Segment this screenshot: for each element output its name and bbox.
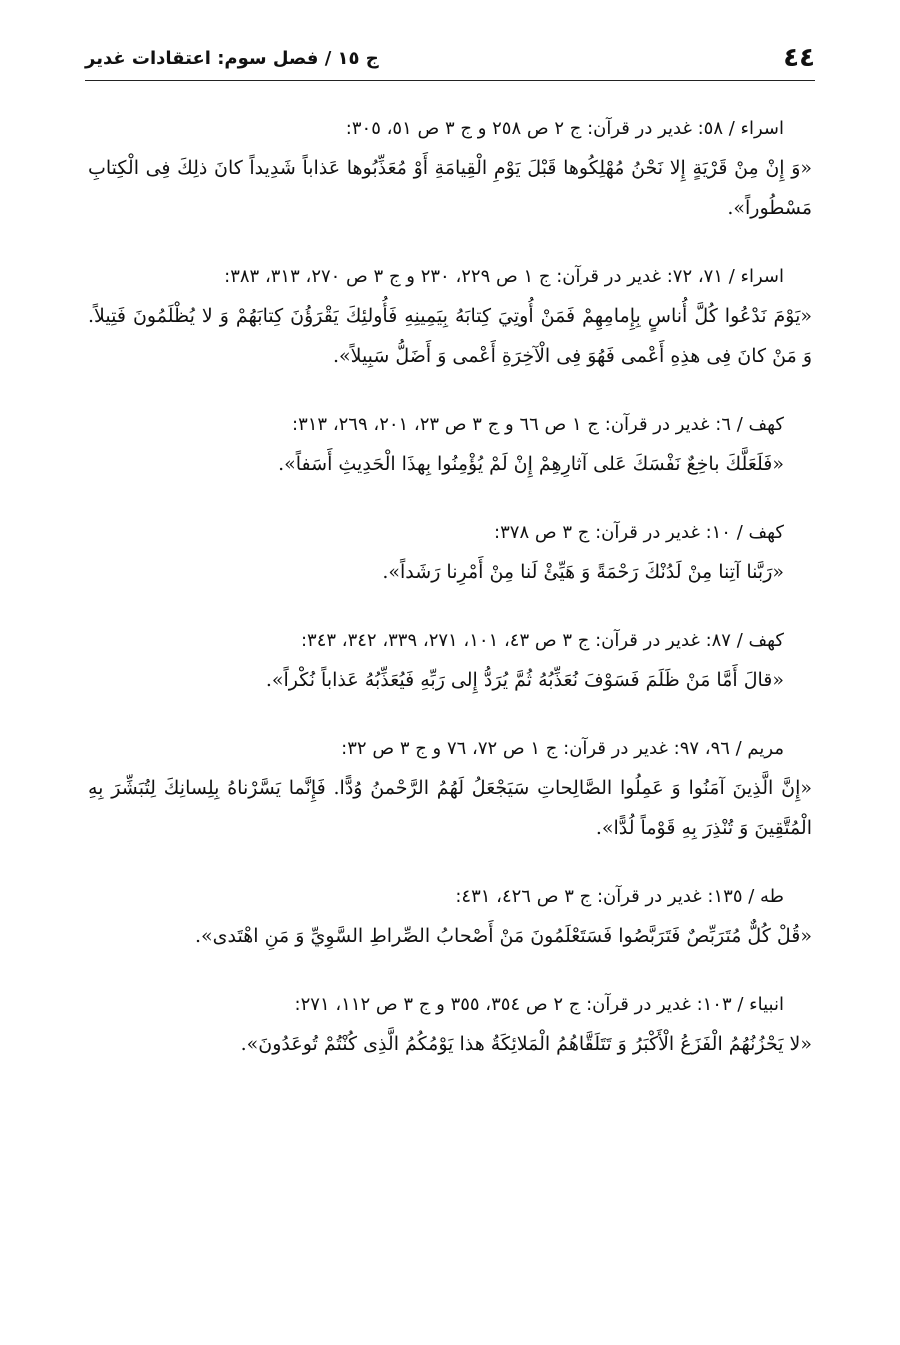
verse-entry [88, 878, 812, 956]
verse-reference: کهف / ٨٧: غدیر در قرآن: ج ٣ ص ٤٣، ١٠١، ٢٧١، ٣٣٩، ٣٤٢، ٣٤٣: [300, 630, 784, 651]
verse-entry [88, 730, 812, 848]
verse-entry [88, 110, 812, 228]
verse-text: «قالَ أَمَّا مَنْ ظَلَمَ فَسَوْفَ نُعَذِّبُهُ ثُمَّ يُرَدُّ إِلى رَبِّهِ فَيُعَذِّبُهُ عَذاباً نُكْراً». [265, 669, 784, 691]
verse-text: «فَلَعَلَّكَ باخِعٌ نَفْسَكَ عَلى آثارِهِمْ إِنْ لَمْ يُؤْمِنُوا بِهذَا الْحَدِيثِ أَسَفاً». [278, 453, 784, 475]
verse-text: «لا يَحْزُنُهُمُ الْفَزَعُ الْأَكْبَرُ وَ تَتَلَقَّاهُمُ الْمَلائِكَةُ هذا يَوْمُكُمُ الَّذِى كُنْتُمْ تُوعَدُونَ». [240, 1033, 812, 1055]
verse-entry [88, 986, 812, 1064]
verse-reference: کهف / ٦: غدیر در قرآن: ج ١ ص ٦٦ و ج ٣ ص ٢٣، ٢٠١، ٢٦٩، ٣١٣: [292, 414, 784, 435]
verse-text: «يَوْمَ نَدْعُوا كُلَّ أُناسٍ بِإِمامِهِمْ فَمَنْ أُوتِيَ كِتابَهُ بِيَمِينِهِ فَأُولئِكَ يَقْرَؤُنَ كِتابَهُمْ وَ لا يُظْلَمُونَ فَتِيلاً. وَ مَنْ كانَ فِى هذِهِ أَعْمى فَهُوَ فِى الْآخِرَةِ أَعْمى وَ أَضَلُّ سَبِيلاً». [88, 305, 812, 367]
verse-entry [88, 622, 812, 700]
page-header [85, 36, 815, 81]
page-number: ٤٤ [783, 43, 815, 73]
running-title: ج ١٥ / فصل سوم: اعتقادات غدیر [85, 47, 379, 69]
verse-text: «رَبَّنا آتِنا مِنْ لَدُنْكَ رَحْمَةً وَ هَيِّئْ لَنا مِنْ أَمْرِنا رَشَداً». [382, 561, 784, 583]
verse-text: «وَ إِنْ مِنْ قَرْيَةٍ إِلا نَحْنُ مُهْلِكُوها قَبْلَ يَوْمِ الْقِيامَةِ أَوْ مُعَذِّبُوها عَذاباً شَدِيداً كانَ ذلِكَ فِى الْكِتابِ مَسْطُوراً». [88, 157, 812, 219]
verse-text: «قُلْ كُلٌّ مُتَرَبِّصٌ فَتَرَبَّصُوا فَسَتَعْلَمُونَ مَنْ أَصْحابُ الصِّراطِ السَّوِيِّ وَ مَنِ اهْتَدى». [195, 925, 812, 947]
page-body [88, 110, 812, 1094]
verse-text: «إِنَّ الَّذِينَ آمَنُوا وَ عَمِلُوا الصَّالِحاتِ سَيَجْعَلُ لَهُمُ الرَّحْمنُ وُدًّا. فَإِنَّما يَسَّرْناهُ بِلِسانِكَ لِتُبَشِّرَ بِهِ الْمُتَّقِينَ وَ تُنْذِرَ بِهِ قَوْماً لُدًّا». [88, 777, 812, 839]
verse-entry [88, 258, 812, 376]
verse-reference: انبیاء / ١٠٣: غدیر در قرآن: ج ٢ ص ٣٥٤، ٣٥٥ و ج ٣ ص ١١٢، ٢٧١: [294, 994, 784, 1015]
verse-reference: اسراء / ٧١، ٧٢: غدیر در قرآن: ج ١ ص ٢٢٩، ٢٣٠ و ج ٣ ص ٢٧٠، ٣١٣، ٣٨٣: [224, 266, 784, 287]
verse-entry [88, 406, 812, 484]
verse-reference: طه / ١٣٥: غدیر در قرآن: ج ٣ ص ٤٢٦، ٤٣١: [455, 886, 784, 907]
verse-reference: کهف / ١٠: غدیر در قرآن: ج ٣ ص ٣٧٨: [494, 522, 784, 543]
verse-reference: مریم / ٩٦، ٩٧: غدیر در قرآن: ج ١ ص ٧٢، ٧٦ و ج ٣ ص ٣٢: [341, 738, 784, 759]
verse-reference: اسراء / ٥٨: غدیر در قرآن: ج ٢ ص ٢٥٨ و ج ٣ ص ٥١، ٣٠٥: [345, 118, 784, 139]
verse-entry [88, 514, 812, 592]
